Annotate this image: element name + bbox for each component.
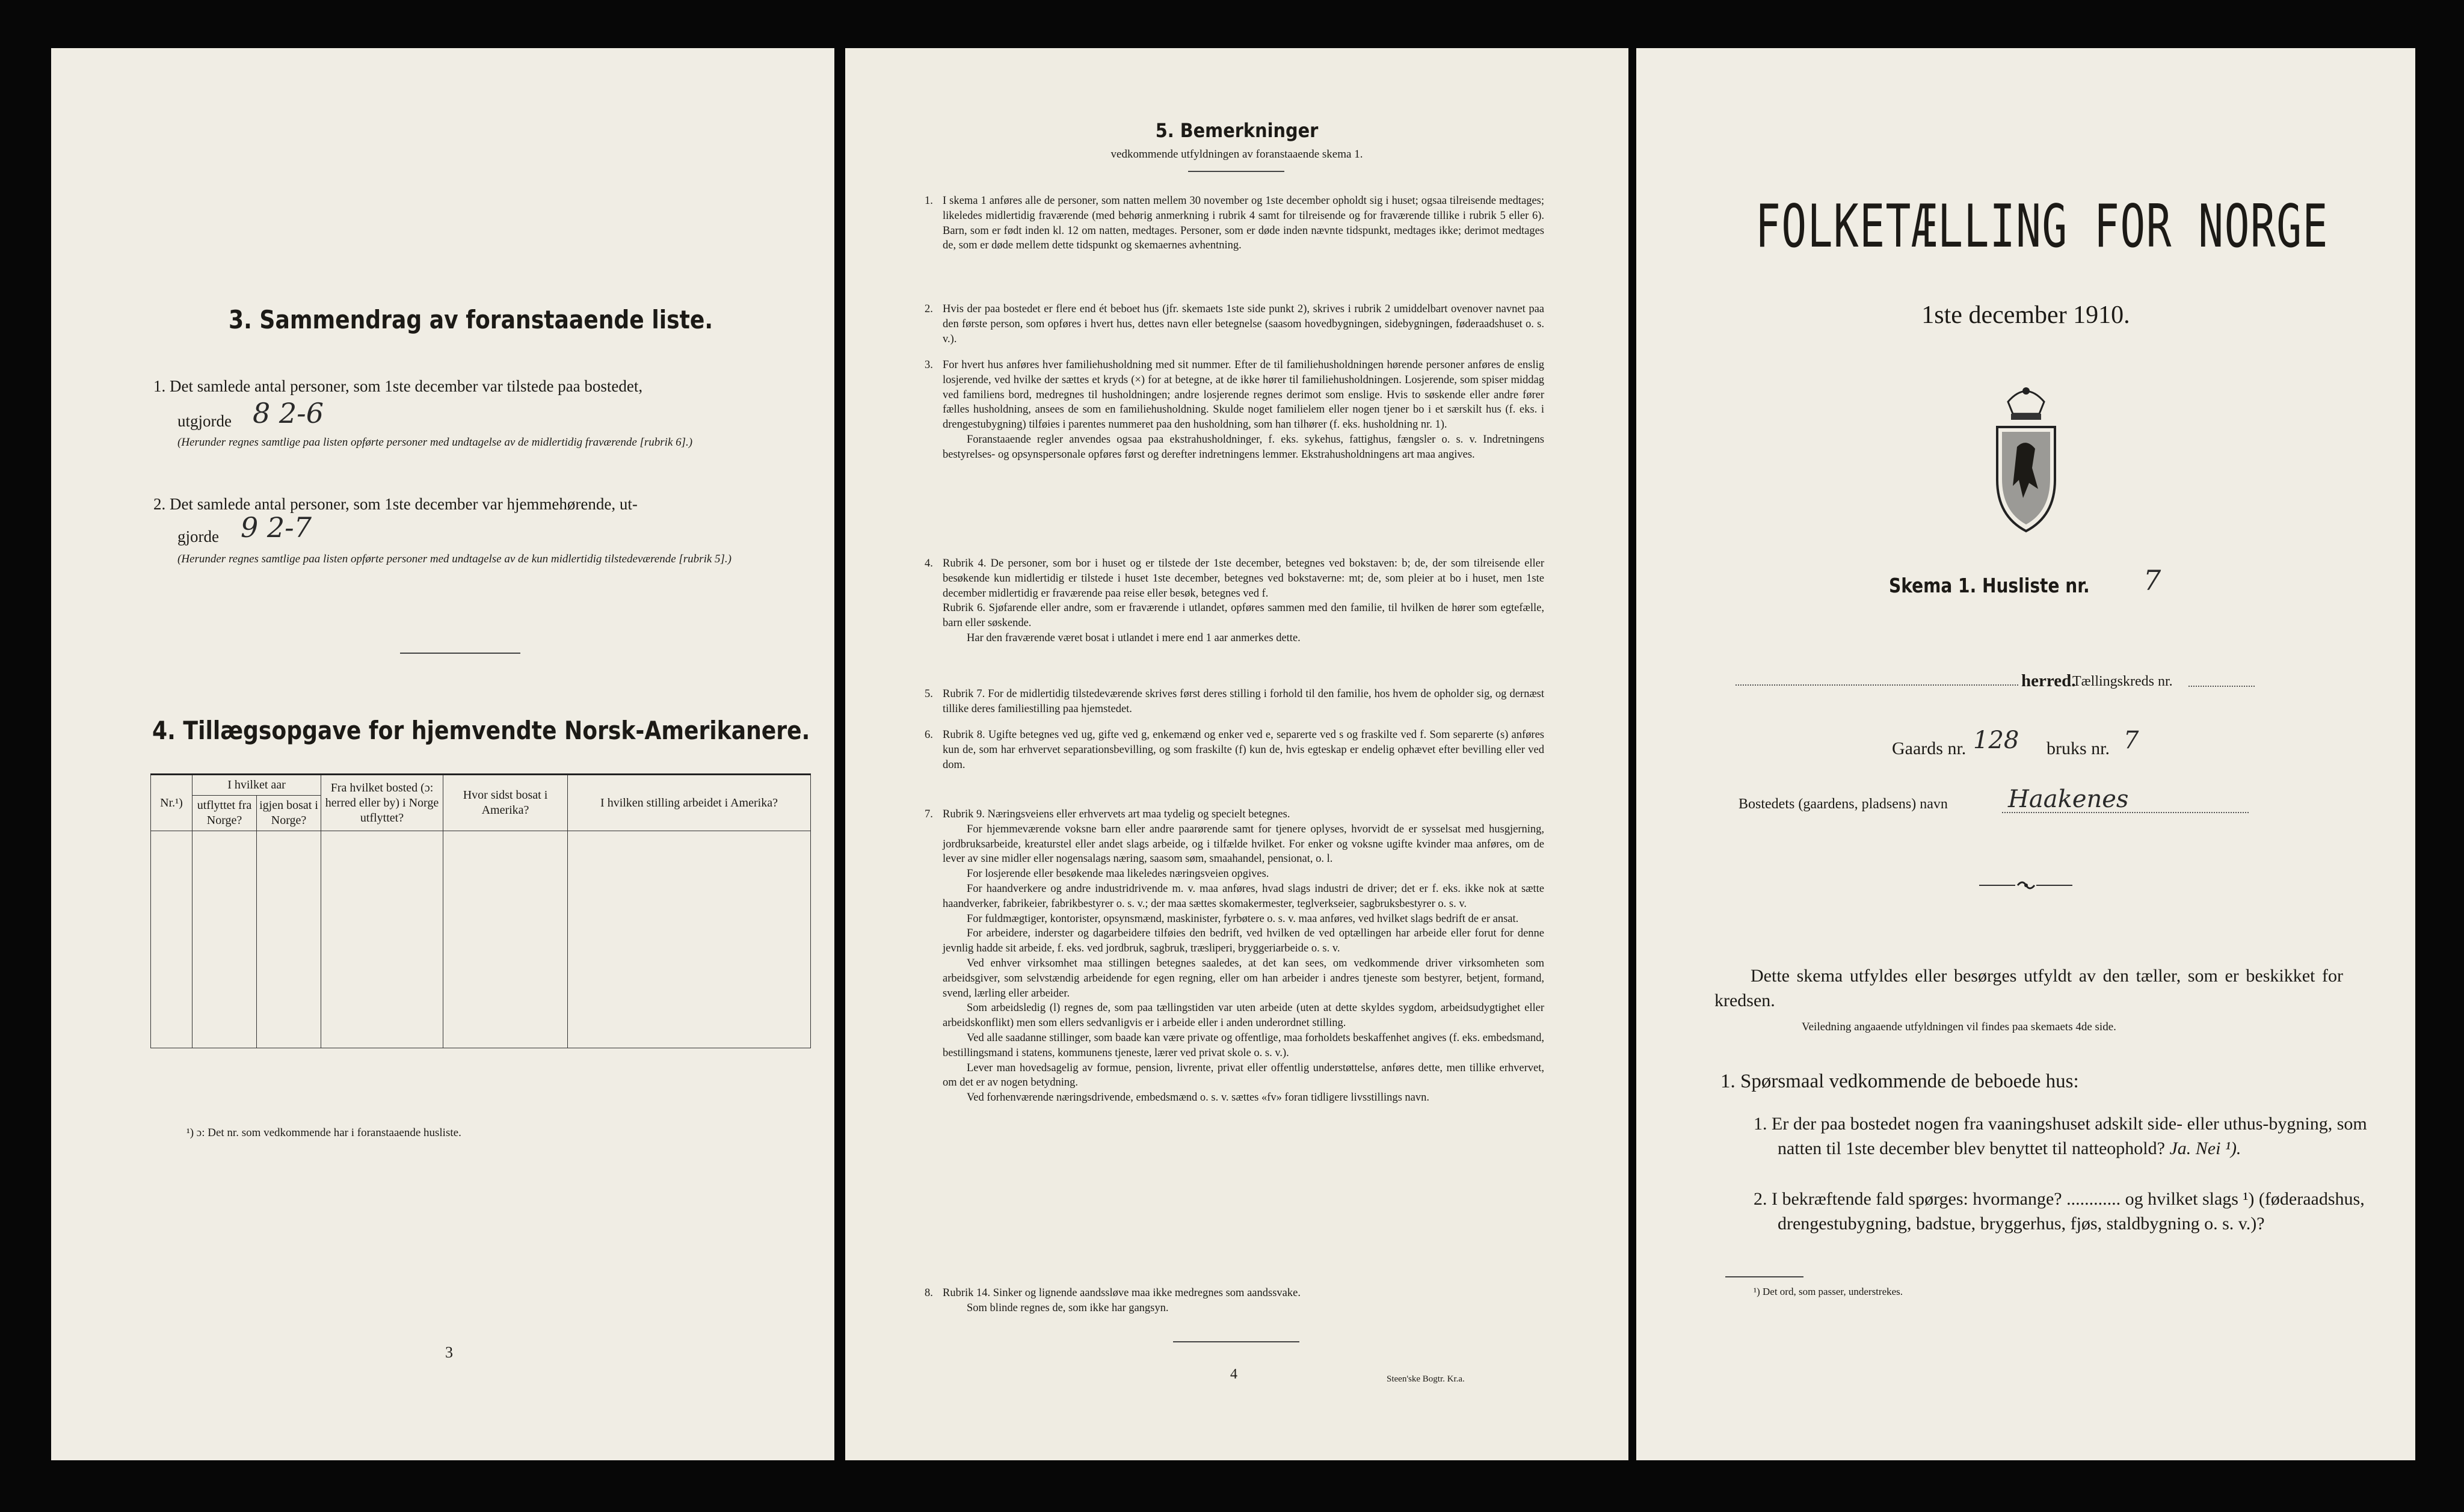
section4-title: 4. Tillægsopgave for hjemvendte Norsk-Amerikanere. — [152, 716, 810, 745]
table-header: I hvilken stilling arbeidet i Amerika? — [568, 775, 811, 831]
instruction-text: Dette skema utfyldes eller besørges utfyldt av den tæller, som er beskikket for kredsen. — [1714, 966, 2343, 1010]
table-row — [151, 1012, 811, 1048]
remarks-subtitle: vedkommende utfyldningen av foranstaaende skema 1. — [1110, 148, 1363, 161]
question-1: 1. Er der paa bostedet nogen fra vaaningshuset adskilt side- eller uthus-bygning, som natten til 1ste december blev benyttet til natteophold? Ja. Nei ¹). — [1754, 1114, 2367, 1158]
table-header: igjen bosat i Norge? — [257, 796, 321, 831]
remark-item-7: 7. Rubrik 9. Næringsveiens eller erhvervets art maa tydelig og specielt betegnes. For hjemmeværende voksne barn eller andre paarørende samt for tjenere oplyses, hvorvidt de er sysselsat med husgjerning, jordbruksarbeide, kreaturstel eller andet slags arbeide, og i tilfælde hvilket. For enker og voksne ugifte kvinder maa anføres, om de lever av sine midler eller nogensalags næring, saasom søm, smaahandel, pensionat, o. l. For losjerende eller besøkende maa likeledes næringsveien opgives. For haandverkere og andre industridrivende m. v. maa anføres, hvad slags industri de driver; det er f. eks. ikke nok at sætte haandverker, fabrikeier, fabrikbestyrer o. s. v.; der maa sættes skomakermester, teglverkseier, sagbruksbestyrer o. s. v. For fuldmægtiger, kontorister, opsynsmænd, maskinister, fyrbøtere o. s. v. maa anføres, ved hvilket slags bedrift de er ansat. For arbeidere, inderster og dagarbeidere tilføies den bedrift, ved hvilken de ved optællingen har arbeide eller forut for denne jevnlig hadde sit arbeide, f. eks. ved jordbruk, sagbruk, træsliperi, bryggeriarbeide o. s. v. Ved enhver virksomhet maa stillingen betegnes saaledes, at det kan sees, om vedkommende driver virksomheten som arbeidsgiver, som selvstændig arbeidende for egen regning, eller om han arbeider i andres tjeneste som bestyrer, betjent, formand, svend, lærling eller arbeider. Som arbeidsledig (l) regnes de, som paa tællingstiden var uten arbeide (uten at dette skyldes sygdom, arbeidsudygtighet eller arbeidskonflikt) men som ellers sedvanligvis er i arbeide eller i anden underordnet stilling. Ved alle saadanne stillinger, som baade kan være private og offentlige, maa forholdets beskaffenhet angives (f. eks. embedsmand, bestillingsmand i statens, kommunens tjeneste, lærer ved privat skole o. s. v.). Lever man hovedsagelig av formue, pension, livrente, privat eller offentlig understøttelse, anføres dette, men tillike erhvervet, om det er av nogen betydning. Ved forhenværende næringsdrivende, embedsmænd o. s. v. sættes «fv» foran tidligere livsstillings navn. — [925, 808, 1544, 1104]
divider — [1173, 1341, 1299, 1342]
bosted-field[interactable] — [2002, 812, 2249, 813]
page-number: 3 — [445, 1344, 453, 1361]
page-number: 4 — [1230, 1366, 1237, 1382]
bosted-value: Haakenes — [2008, 785, 2129, 813]
bruks-label: bruks nr. — [2047, 739, 2110, 758]
ornament-flourish-icon — [1979, 878, 2072, 893]
census-date: 1ste december 1910. — [1921, 301, 2130, 329]
right-page — [1636, 48, 2415, 1460]
remark-item-8: 8. Rubrik 14. Sinker og lignende aandssløve maa ikke medregnes som aandssvake. Som blinde regnes de, som ikke har gangsyn. — [925, 1287, 1301, 1314]
section3-item1-prefix: utgjorde — [177, 412, 232, 430]
table-header: Nr.¹) — [151, 775, 192, 831]
section3-title: 3. Sammendrag av foranstaaende liste. — [229, 305, 713, 334]
middle-page — [845, 48, 1628, 1460]
table-row — [151, 867, 811, 903]
kreds-field[interactable] — [2188, 686, 2255, 687]
remark-item-1: 1. I skema 1 anføres alle de personer, som natten mellem 30 november og 1ste december opholdt sig i huset; ogsaa tilreisende medtages; likeledes midlertidig fraværende (med behørig anmerkning i rubrik 4 samt for tilreisende og for fraværende tillike i rubrik 5 eller 6). Barn, som er født inden kl. 12 om natten, medtages. Personer, som er døde inden nævnte tidspunkt, medtages ikke; derimot medtages de, som er døde mellem dette tidspunkt og skemaernes avhentning. — [925, 195, 1544, 252]
norsk-amerikanere-table — [150, 773, 811, 1048]
section3-item2-text: 2. Det samlede antal personer, som 1ste december var hjemmehørende, ut- — [153, 495, 638, 513]
table-row — [151, 831, 811, 868]
question-1-answer[interactable]: Ja. Nei ¹). — [2169, 1139, 2241, 1158]
right-footnote: ¹) Det ord, som passer, understrekes. — [1754, 1286, 1903, 1297]
questions-title: 1. Spørsmaal vedkommende de beboede hus: — [1720, 1071, 2079, 1092]
table-row — [151, 903, 811, 939]
census-title: FOLKETÆLLING FOR NORGE — [1755, 192, 2329, 261]
husliste-number: 7 — [2143, 564, 2161, 597]
bosted-label: Bostedets (gaardens, pladsens) navn — [1739, 796, 1948, 812]
section3-item2-prefix: gjorde — [177, 527, 219, 545]
section3-item2-value: 9 2-7 — [241, 511, 312, 544]
remark-item-2: 2. Hvis der paa bostedet er flere end ét beboet hus (jfr. skemaets 1ste side punkt 2), skrives i rubrik 2 umiddelbart ovenover navnet paa den første person, som opføres i hvert hus, dettes navn eller betegnelse (saasom hovedbygningen, sidebygningen, føderaadshuset o. s. v.). — [925, 303, 1544, 345]
section3-item2-note: (Herunder regnes samtlige paa listen opførte personer med undtagelse av de kun midlertidig tilstedeværende [rubrik 5].) — [177, 553, 732, 565]
remark-item-6: 6. Rubrik 8. Ugifte betegnes ved ug, gifte ved g, enkemænd og enker ved e, separerte ved s og fraskilte ved f. Som separerte (s) anføres kun de, som har erhvervet separationsbevilling, og som fraskilte (f) kun de, hvis egteskap er endelig ophævet efter bevilling eller ved dom. — [925, 729, 1544, 771]
herred-field[interactable] — [1736, 684, 2018, 686]
divider — [400, 653, 520, 654]
remark-item-5: 5. Rubrik 7. For de midlertidig tilstedeværende skrives først deres stilling i forhold til den familie, hos hvem de opholder sig, og dernæst tillike deres familiestilling paa hjemstedet. — [925, 688, 1544, 715]
table-row — [151, 939, 811, 976]
herred-label: herred. — [2021, 671, 2076, 690]
left-page — [51, 48, 834, 1460]
remarks-title: 5. Bemerkninger — [1155, 119, 1319, 142]
section3-item1-note: (Herunder regnes samtlige paa listen opførte personer med undtagelse av de midlertidig fraværende [rubrik 6].) — [177, 436, 693, 449]
bruks-value: 7 — [2124, 727, 2139, 754]
section3-item1-text: 1. Det samlede antal personer, som 1ste december var tilstede paa bostedet, — [153, 377, 643, 395]
section3-item1-value: 8 2-6 — [253, 397, 324, 429]
gaards-label: Gaards nr. — [1892, 739, 1967, 758]
remark-item-4: 4. Rubrik 4. De personer, som bor i huset og er tilstede der 1ste december, betegnes ved bokstaven: b; de, der som tilreisende eller besøkende kun midlertidig er tilstede i huset 1ste december, betegnes ved bokstaverne: mt; de, som pleier at bo i huset, men 1ste december midlertidig er fraværende paa reise eller besøk, betegnes ved f. Rubrik 6. Sjøfarende eller andre, som er fraværende i utlandet, opføres sammen med den familie, til hvilken de hører som egtefælle, barn eller søskende. Har den fraværende været bosat i utlandet i mere end 1 aar anmerkes dette. — [925, 558, 1544, 644]
printer-mark: Steen'ske Bogtr. Kr.a. — [1387, 1374, 1465, 1384]
divider — [1188, 171, 1284, 172]
table-group-header: I hvilket aar — [192, 775, 321, 796]
table-header: Fra hvilket bosted (ɔ: herred eller by) i Norge utflyttet? — [321, 775, 443, 831]
question-2: 2. I bekræftende fald spørges: hvormange? ............ og hvilket slags ¹) (føderaadshus, drengestubygning, badstue, bryggerhus, fjøs, staldbygning o. s. v.)? — [1754, 1189, 2365, 1234]
divider — [1725, 1276, 1803, 1277]
norwegian-coat-of-arms-icon — [1984, 378, 2068, 534]
table-header: Hvor sidst bosat i Amerika? — [443, 775, 568, 831]
gaards-value: 128 — [1973, 727, 2019, 754]
instruction-small: Veiledning angaaende utfyldningen vil findes paa skemaets 4de side. — [1802, 1021, 2116, 1033]
schema-label: Skema 1. Husliste nr. — [1889, 574, 2090, 597]
section4-footnote: ¹) ɔ: Det nr. som vedkommende har i foranstaaende husliste. — [186, 1126, 461, 1139]
remark-item-3: 3. For hvert hus anføres hver familiehusholdning med sit nummer. Efter de til familiehusholdningen hørende personer anføres de enslig losjerende, ved hvilke der sættes et kryds (×) for at betegne, at de ikke hører til familiehusholdningen. Losjerende, som spiser middag ved familiens bord, medregnes til husholdningen; andre losjerende regnes derimot som enslige. Hvis to søskende eller andre fører fælles husholdning, ansees de som en familiehusholdning. Skulde noget familielem eller nogen tjener bo i et særskilt hus (f. eks. i drengestubygning) tilføies i parentes nummeret paa den husholdning, som han tilhører (f. eks. husholdning nr. 1). Foranstaaende regler anvendes ogsaa paa ekstrahusholdninger, f. eks. sykehus, fattighus, fængsler o. s. v. Indretningens bestyrelses- og opsynspersonale opføres først og derefter indretningens lemmer. Ekstrahusholdningens art maa angives. — [925, 359, 1544, 461]
table-row — [151, 976, 811, 1012]
table-header: utflyttet fra Norge? — [192, 796, 257, 831]
kreds-label: Tællingskreds nr. — [2072, 674, 2173, 689]
